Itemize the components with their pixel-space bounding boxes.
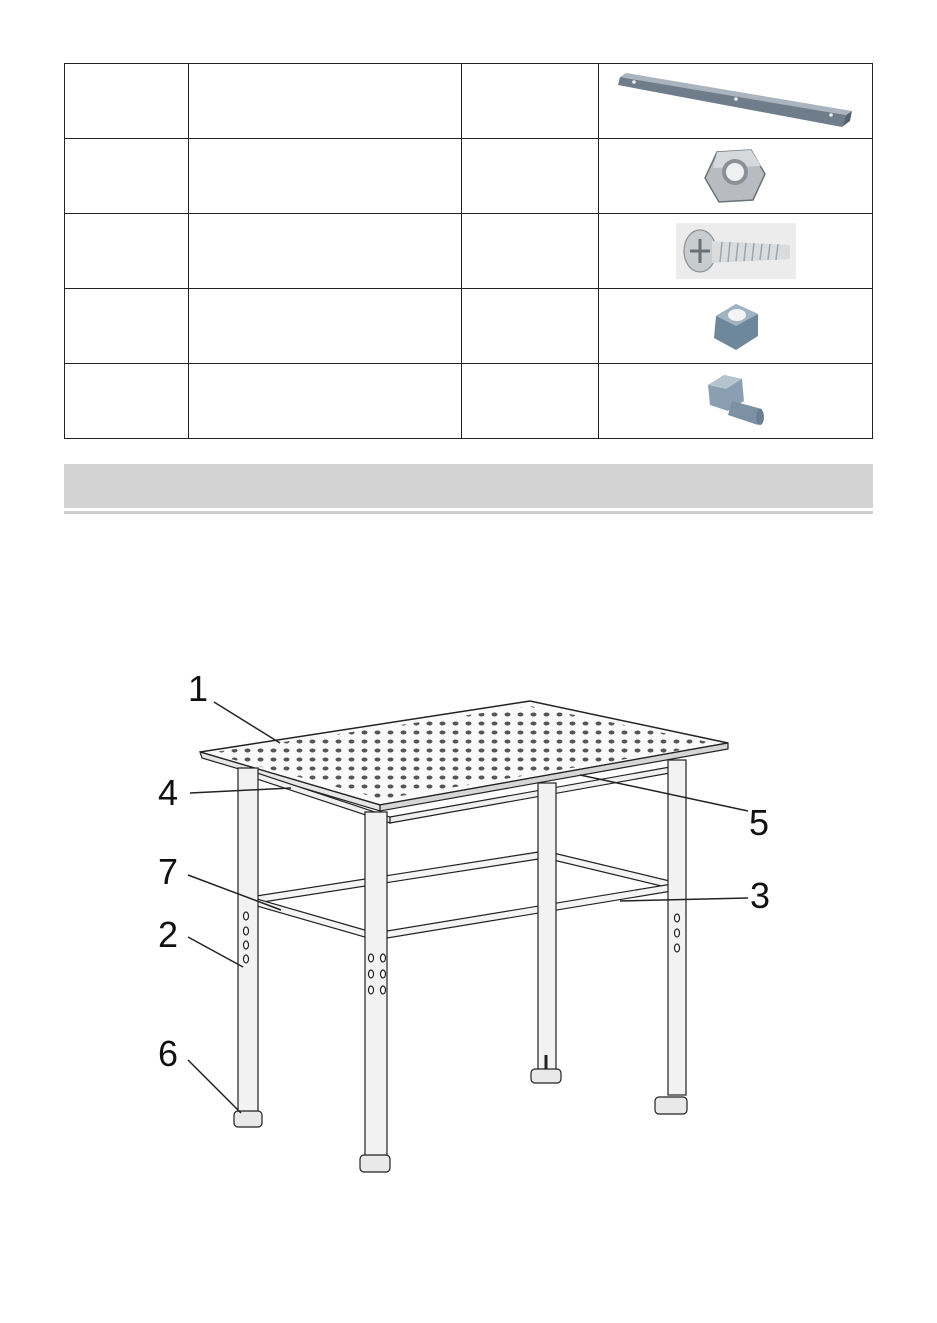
part-number-cell: [65, 64, 189, 139]
part-description-cell: [189, 289, 462, 364]
part-quantity-cell: [462, 214, 599, 289]
table-assembly-diagram: [150, 665, 790, 1175]
part-description-cell: [189, 214, 462, 289]
callout-2: 2: [158, 914, 179, 955]
part-image-cell: [599, 64, 873, 139]
part-image-cell: [599, 139, 873, 214]
part-image-cell: [599, 364, 873, 439]
parts-table: [64, 63, 873, 439]
section-header-bar: [64, 464, 873, 508]
part-description-cell: [189, 139, 462, 214]
parts-row: [65, 139, 873, 214]
part-number-cell: [65, 214, 189, 289]
callout-4: 4: [158, 772, 179, 813]
part-quantity-cell: [462, 364, 599, 439]
parts-row: [65, 289, 873, 364]
angle-bracket-icon: [616, 71, 856, 131]
leg-back-left: [538, 783, 556, 1073]
parts-row: [65, 214, 873, 289]
table-top: [200, 701, 728, 811]
part-quantity-cell: [462, 139, 599, 214]
section-divider: [64, 511, 873, 514]
leg-front-left: [238, 768, 258, 1113]
callout-5: 5: [749, 802, 770, 843]
hex-bolt-icon: [704, 371, 768, 431]
leveling-feet: [234, 1055, 687, 1172]
callout-1: 1: [188, 668, 209, 709]
table-legs: [238, 760, 686, 1157]
part-quantity-cell: [462, 64, 599, 139]
part-description-cell: [189, 364, 462, 439]
callout-7: 7: [158, 851, 179, 892]
part-image-cell: [599, 289, 873, 364]
callout-6: 6: [158, 1033, 179, 1074]
leg-back-right: [668, 760, 686, 1095]
part-number-cell: [65, 364, 189, 439]
lower-frame: [250, 851, 678, 940]
phillips-screw-icon: [676, 221, 796, 281]
footer-strip: [0, 1313, 937, 1323]
hex-nut-icon: [701, 144, 771, 208]
part-number-cell: [65, 139, 189, 214]
leg-front-right: [365, 812, 387, 1157]
flange-nut-icon: [706, 296, 766, 356]
part-description-cell: [189, 64, 462, 139]
part-image-cell: [599, 214, 873, 289]
part-number-cell: [65, 289, 189, 364]
callout-3: 3: [750, 875, 771, 916]
parts-row: [65, 64, 873, 139]
parts-row: [65, 364, 873, 439]
part-quantity-cell: [462, 289, 599, 364]
